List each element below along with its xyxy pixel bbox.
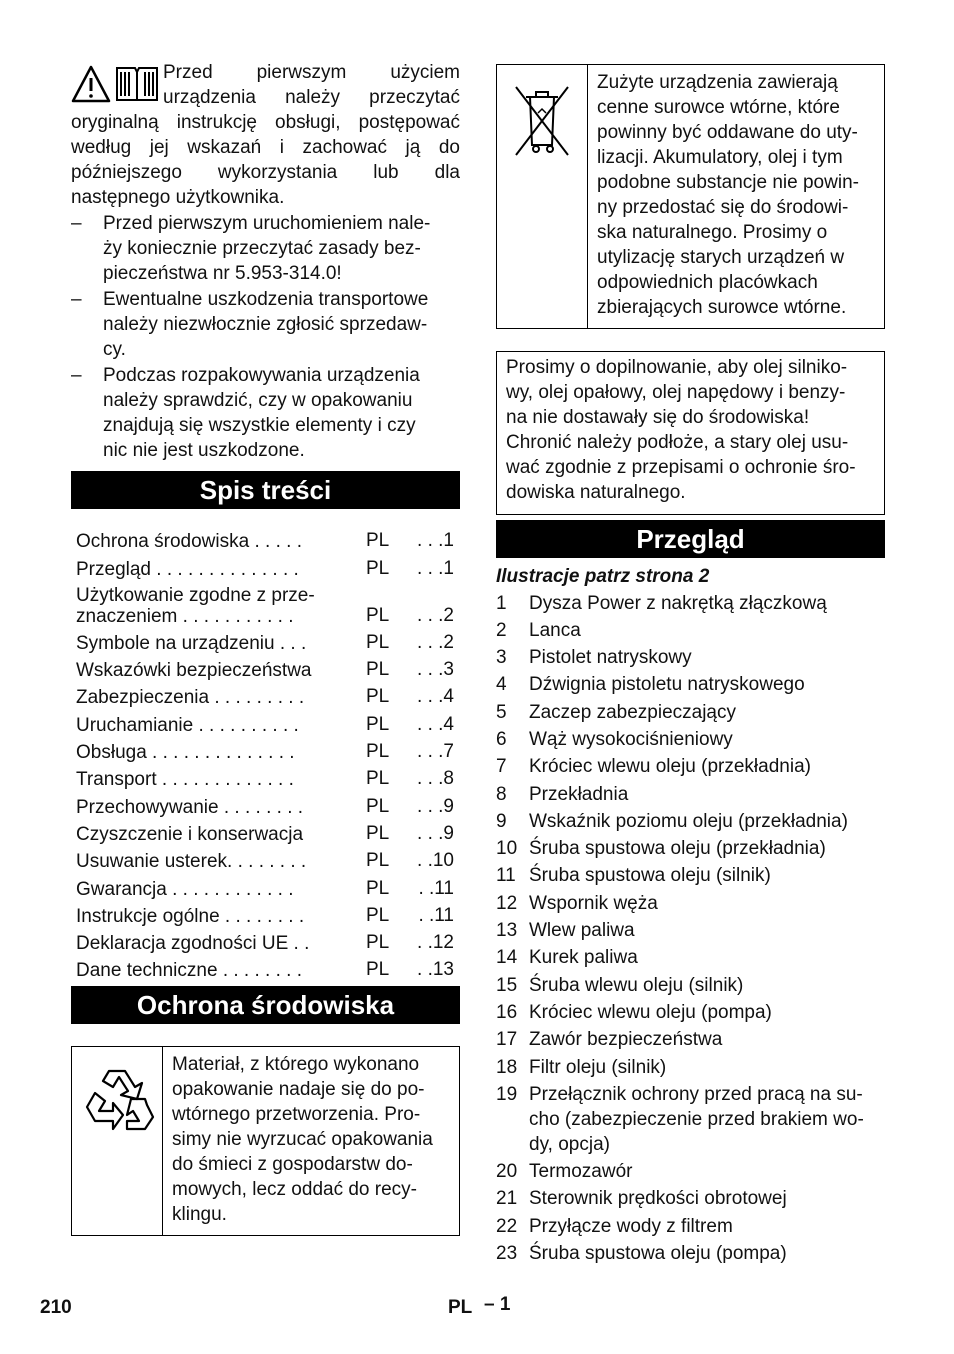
toc-title: Transport . . . . . . . . . . . . . xyxy=(76,769,294,791)
toc-title: Gwarancja . . . . . . . . . . . . xyxy=(76,878,294,900)
intro-text: Przed pierwszym użyciem urządzenia należy przeczytać oryginalną instrukcję obsługi, postępować według jej wskazań i zachować ją do późniejszego wykorzystania lub dla następnego użytkownika. xyxy=(71,62,460,208)
toc-lang: PL xyxy=(366,877,390,899)
recycling-notice xyxy=(71,1046,460,1236)
overview-item-label: Kurek paliwa xyxy=(529,947,638,969)
toc-lang: PL xyxy=(366,741,390,763)
toc-title: Użytkowanie zgodne z prze- znaczeniem . . . . . . . . . . . xyxy=(76,584,315,627)
overview-item-number: 2 xyxy=(496,619,507,641)
overview-item-label: Pistolet natryskowy xyxy=(529,647,692,669)
overview-item xyxy=(496,782,885,807)
overview-item-label: Przekładnia xyxy=(529,783,629,805)
overview-item-label: Filtr oleju (silnik) xyxy=(529,1056,667,1078)
overview-item xyxy=(496,1214,885,1239)
overview-item xyxy=(496,700,885,725)
overview-item xyxy=(496,945,885,970)
toc-page: . .11 xyxy=(418,877,454,899)
toc-lang: PL xyxy=(366,932,390,954)
recycling-icon-cell xyxy=(72,1047,163,1235)
toc-row[interactable] xyxy=(76,763,460,790)
toc-title: Przegląd . . . . . . . . . . . . . . xyxy=(76,558,299,580)
toc-lang: PL xyxy=(366,768,390,790)
toc-row[interactable] xyxy=(76,552,460,579)
toc-row[interactable] xyxy=(76,525,460,552)
toc-page: . . .4 xyxy=(417,713,454,735)
overview-item-number: 18 xyxy=(496,1056,518,1078)
toc-row[interactable] xyxy=(76,790,460,817)
overview-item-label: Lanca xyxy=(529,619,581,641)
overview-item xyxy=(496,973,885,998)
recycling-text-cell xyxy=(163,1047,459,1235)
intro-list-item: – Podczas rozpakowywania urządzenia należy sprawdzić, czy w opakowaniu znajdują się wszystkie elementy i czy nic nie jest uszkodzone. xyxy=(71,365,420,461)
toc-row[interactable] xyxy=(76,627,460,654)
overview-item-number: 22 xyxy=(496,1215,518,1237)
overview-item xyxy=(496,618,885,643)
toc-lang: PL xyxy=(366,904,390,926)
toc-page: . . .8 xyxy=(417,768,454,790)
toc-title: Wskazówki bezpieczeństwa xyxy=(76,660,312,682)
overview-item xyxy=(496,1027,885,1052)
toc-page: . . .4 xyxy=(417,686,454,708)
overview-item-label: Termozawór xyxy=(529,1161,633,1183)
overview-item-number: 21 xyxy=(496,1188,518,1210)
toc-page: . .12 xyxy=(417,932,454,954)
overview-item-number: 10 xyxy=(496,838,518,860)
overview-item xyxy=(496,645,885,670)
recycling-text: Materiał, z którego wykonano opakowanie nadaje się do po- wtórnego przetworzenia. Pro- simy nie wyrzucać opakowania do śmieci z gospodarstw do- mowych, lecz oddać do recy- klingu. xyxy=(172,1054,433,1226)
toc-title: Uruchamianie . . . . . . . . . . xyxy=(76,714,299,736)
toc-page: . . .9 xyxy=(417,822,454,844)
overview-list xyxy=(496,591,885,1267)
overview-item xyxy=(496,1186,885,1211)
overview-item-label: Śruba spustowa oleju (przekładnia) xyxy=(529,838,826,860)
toc-row[interactable] xyxy=(76,580,460,627)
overview-item-label: Śruba spustowa oleju (silnik) xyxy=(529,865,771,887)
overview-item-number: 12 xyxy=(496,892,518,914)
manual-book-icon xyxy=(117,68,157,100)
toc-lang: PL xyxy=(366,631,390,653)
footer-lang: PL xyxy=(448,1297,473,1318)
toc-heading: Spis treści xyxy=(71,471,460,509)
overview-heading: Przegląd xyxy=(496,520,885,558)
toc-page: . .11 xyxy=(418,904,454,926)
overview-item-number: 4 xyxy=(496,674,507,696)
toc-row[interactable] xyxy=(76,681,460,708)
overview-item-label: Dźwignia pistoletu natryskowego xyxy=(529,674,805,696)
toc-title: Symbole na urządzeniu . . . xyxy=(76,632,307,654)
toc-title: Ochrona środowiska . . . . . xyxy=(76,531,302,553)
toc-page: . . .9 xyxy=(417,795,454,817)
overview-item xyxy=(496,1241,885,1266)
overview-item-number: 7 xyxy=(496,756,507,778)
page-number: 210 xyxy=(40,1297,72,1318)
overview-item xyxy=(496,863,885,888)
toc-page: . .10 xyxy=(417,850,454,872)
overview-item-label: Wlew paliwa xyxy=(529,920,635,942)
overview-item-label: Przyłącze wody z filtrem xyxy=(529,1215,733,1237)
overview-item-label: Króciec wlewu oleju (pompa) xyxy=(529,1001,772,1023)
overview-item-label: Sterownik prędkości obrotowej xyxy=(529,1188,787,1210)
toc-page: . . .2 xyxy=(417,604,454,626)
weee-icon-cell xyxy=(497,65,588,328)
toc-row[interactable] xyxy=(76,954,460,981)
overview-item-number: 16 xyxy=(496,1001,518,1023)
toc-lang: PL xyxy=(366,822,390,844)
toc-lang: PL xyxy=(366,686,390,708)
toc-lang: PL xyxy=(366,850,390,872)
toc-row[interactable] xyxy=(76,654,460,681)
toc-row[interactable] xyxy=(76,736,460,763)
overview-item-number: 9 xyxy=(496,810,507,832)
toc-page: . . .7 xyxy=(417,741,454,763)
toc-row[interactable] xyxy=(76,900,460,927)
toc-title: Czyszczenie i konserwacja xyxy=(76,823,304,845)
toc-page: . . .3 xyxy=(417,659,454,681)
overview-item xyxy=(496,918,885,943)
overview-item xyxy=(496,836,885,861)
overview-item xyxy=(496,891,885,916)
toc-title: Obsługa . . . . . . . . . . . . . . xyxy=(76,742,295,764)
overview-item-label: Króciec wlewu oleju (przekładnia) xyxy=(529,756,811,778)
toc-title: Usuwanie usterek. . . . . . . . xyxy=(76,851,307,873)
overview-item-label: Wspornik węża xyxy=(529,892,658,914)
toc-lang: PL xyxy=(366,713,390,735)
overview-item-label: Śruba wlewu oleju (silnik) xyxy=(529,974,744,996)
intro-section xyxy=(71,60,460,463)
overview-item-label: Wskaźnik poziomu oleju (przekładnia) xyxy=(529,810,848,832)
overview-item-number: 5 xyxy=(496,701,507,723)
overview-item xyxy=(496,672,885,697)
oil-notice-text: Prosimy o dopilnowanie, aby olej silniko- wy, olej opałowy, olej napędowy i benzy- na nie dostawały się do środowiska! Chronić należy podłoże, a stary olej usu- wać zgodnie z przepisami o ochronie śro- dowiska naturalnego. xyxy=(506,357,856,503)
oil-notice xyxy=(496,351,885,515)
environment-heading: Ochrona środowiska xyxy=(71,986,460,1024)
overview-item-number: 6 xyxy=(496,728,507,750)
overview-item-number: 17 xyxy=(496,1029,518,1051)
overview-item xyxy=(496,1000,885,1025)
toc-row[interactable] xyxy=(76,818,460,845)
overview-item-label: Zawór bezpieczeństwa xyxy=(529,1029,723,1051)
intro-list-item: – Ewentualne uszkodzenia transportowe należy niezwłocznie zgłosić sprzedaw- cy. xyxy=(71,289,429,360)
overview-item xyxy=(496,754,885,779)
toc-page: . . .1 xyxy=(417,557,454,579)
toc-lang: PL xyxy=(366,530,390,552)
overview-item-label: Śruba spustowa oleju (pompa) xyxy=(529,1243,787,1265)
overview-item-number: 19 xyxy=(496,1083,518,1105)
overview-item-number: 3 xyxy=(496,647,507,669)
overview-item-number: 8 xyxy=(496,783,507,805)
table-of-contents xyxy=(71,525,460,981)
toc-title: Dane techniczne . . . . . . . . xyxy=(76,960,302,982)
overview-item-number: 1 xyxy=(496,592,507,614)
overview-item xyxy=(496,591,885,616)
toc-page: . . .1 xyxy=(417,530,454,552)
toc-row[interactable] xyxy=(76,927,460,954)
warning-manual-icons xyxy=(71,64,163,108)
toc-row[interactable] xyxy=(76,872,460,899)
recycling-icon xyxy=(79,1065,155,1139)
warning-triangle-icon xyxy=(73,67,109,101)
toc-lang: PL xyxy=(366,557,390,579)
overview-item xyxy=(496,1159,885,1184)
overview-subtitle: Ilustracje patrz strona 2 xyxy=(496,566,710,587)
toc-title: Instrukcje ogólne . . . . . . . . xyxy=(76,905,305,927)
weee-notice xyxy=(496,64,885,329)
toc-lang: PL xyxy=(366,659,390,681)
toc-title: Zabezpieczenia . . . . . . . . . xyxy=(76,687,305,709)
overview-item-number: 13 xyxy=(496,920,518,942)
toc-page: . .13 xyxy=(417,959,454,981)
overview-item xyxy=(496,1055,885,1080)
toc-page: . . .2 xyxy=(417,631,454,653)
right-column xyxy=(496,64,885,1268)
toc-lang: PL xyxy=(366,604,390,626)
overview-item-label: Wąż wysokociśnieniowy xyxy=(529,728,733,750)
overview-item-label: Dysza Power z nakrętką złączkową xyxy=(529,592,827,614)
weee-text-cell xyxy=(588,65,884,328)
intro-list xyxy=(71,211,460,463)
left-column xyxy=(71,60,460,1236)
overview-item-label: Zaczep zabezpieczający xyxy=(529,701,736,723)
weee-text: Zużyte urządzenia zawierają cenne surowce wtórne, które powinny być oddawane do uty- lizacji. Akumulatory, olej i tym podobne substancje nie powin- ny przedostać się do środowi- ska naturalnego. Prosimy o utylizację starych urządzeń w odpowiednich placówkach zbierających surowce wtórne. xyxy=(597,72,859,318)
crossed-bin-icon xyxy=(512,83,572,159)
toc-title: Przechowywanie . . . . . . . . xyxy=(76,796,304,818)
toc-row[interactable] xyxy=(76,708,460,735)
overview-item xyxy=(496,809,885,834)
overview-item-label: Przełącznik ochrony przed pracą na su- cho (zabezpieczenie przed brakiem wo- dy, opcja) xyxy=(529,1083,864,1155)
toc-title: Deklaracja zgodności UE . . xyxy=(76,933,310,955)
overview-item-number: 11 xyxy=(496,865,516,887)
toc-lang: PL xyxy=(366,795,390,817)
overview-item xyxy=(496,727,885,752)
toc-row[interactable] xyxy=(76,845,460,872)
intro-list-item: – Przed pierwszym uruchomieniem nale- ży koniecznie przeczytać zasady bez- pieczeństwa nr 5.953-314.0! xyxy=(71,213,431,284)
overview-item xyxy=(496,1082,885,1157)
overview-item-number: 23 xyxy=(496,1243,518,1265)
overview-item-number: 14 xyxy=(496,947,518,969)
footer-section-page: – 1 xyxy=(484,1294,511,1315)
toc-lang: PL xyxy=(366,959,390,981)
overview-item-number: 20 xyxy=(496,1161,518,1183)
overview-item-number: 15 xyxy=(496,974,518,996)
